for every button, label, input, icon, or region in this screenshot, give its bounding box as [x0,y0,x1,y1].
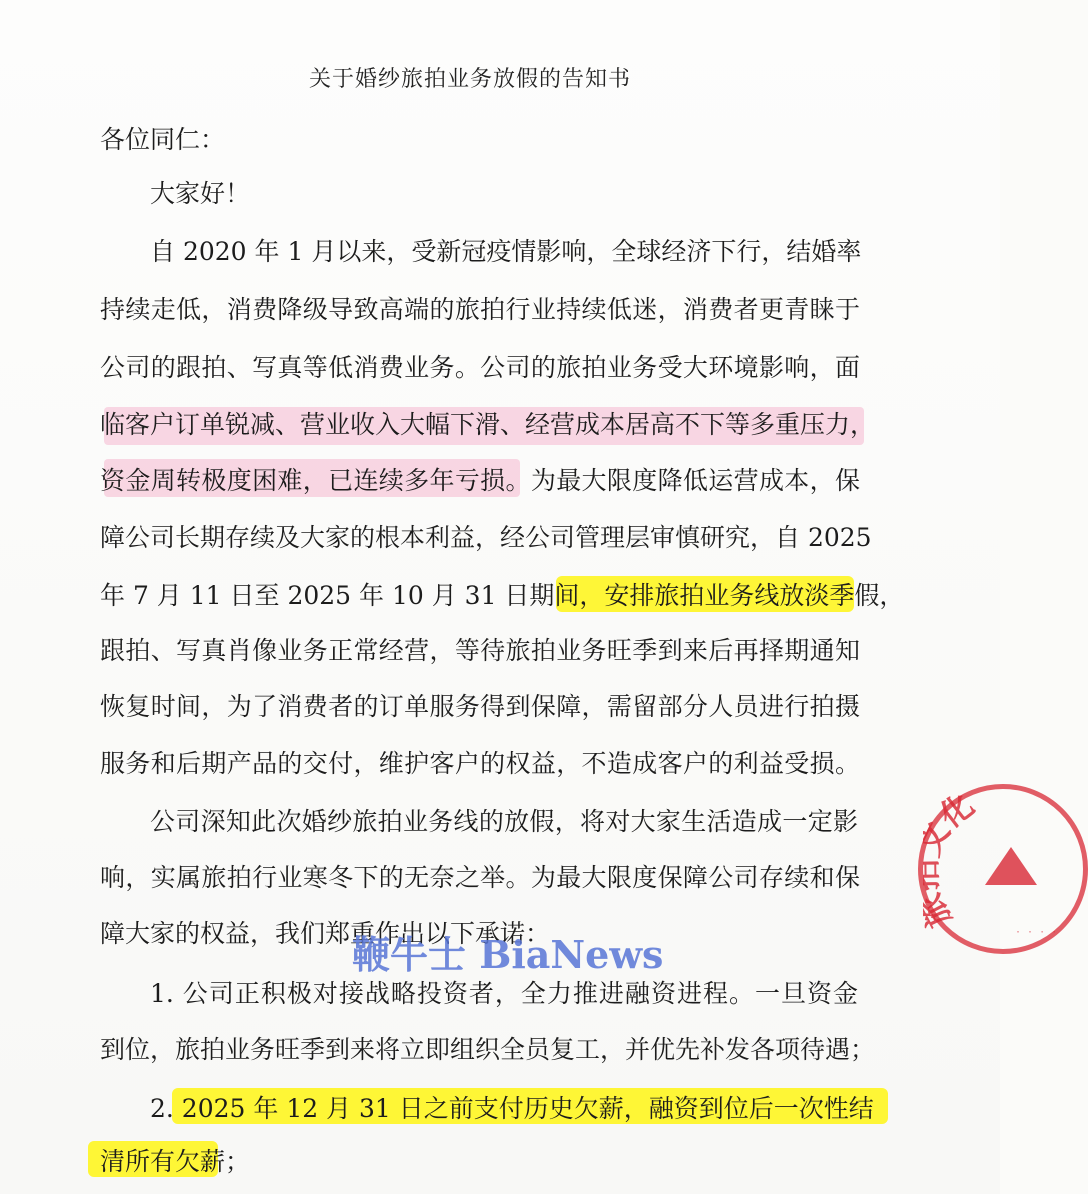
paragraph-line: 1. 公司正积极对接战略投资者，全力推进融资进程。一旦资金 [150,979,858,1008]
svg-text:旅拍文化: 化 [932,789,981,836]
watermark: 鞭牛士 BiaNews [352,932,664,977]
paragraph-line: 服务和后期产品的交付，维护客户的权益，不造成客户的利益受损。 [100,749,860,778]
company-seal [918,784,1088,954]
paragraph-line: 公司深知此次婚纱旅拍业务线的放假，将对大家生活造成一定影 [150,807,858,836]
paragraph-line: 持续走低，消费降级导致高端的旅拍行业持续低迷，消费者更青睐于 [100,295,860,324]
document-title: 关于婚纱旅拍业务放假的告知书 [308,67,631,92]
paragraph-line: 跟拍、写真肖像业务正常经营，等待旅拍业务旺季到来后再择期通知 [100,636,860,665]
paragraph-line: 响，实属旅拍行业寒冬下的无奈之举。为最大限度保障公司存续和保 [100,863,860,892]
seal-star-icon [985,847,1037,885]
paragraph-line: 障大家的权益，我们郑重作出以下承诺： [100,919,551,948]
paragraph-line: 自 2020 年 1 月以来，受新冠疫情影响，全球经济下行，结婚率 [150,237,862,266]
paragraph-line: 资金周转极度困难，已连续多年亏损。为最大限度降低运营成本，保 [100,466,860,495]
paragraph-line: 年 7 月 11 日至 2025 年 10 月 31 日期间，安排旅拍业务线放淡季假， [100,581,905,610]
paragraph-line: 临客户订单锐减、营业收入大幅下滑、经营成本居高不下等多重压力， [100,410,876,439]
seal-serial: · · · · [1015,927,1058,938]
salutation: 各位同仁： [100,125,226,154]
paragraph-line: 公司的跟拍、写真等低消费业务。公司的旅拍业务受大环境影响，面 [100,353,860,382]
paragraph-line: 清所有欠薪； [100,1147,251,1176]
greeting: 大家好！ [150,179,251,208]
paragraph-line: 到位，旅拍业务旺季到来将立即组织全员复工，并优先补发各项待遇； [100,1035,876,1064]
paragraph-line: 恢复时间，为了消费者的订单服务得到保障，需留部分人员进行拍摄 [100,692,860,721]
paragraph-line: 障公司长期存续及大家的根本利益，经公司管理层审慎研究，自 2025 [100,523,872,552]
paragraph-line: 2. 2025 年 12 月 31 日之前支付历史欠薪，融资到位后一次性结 [150,1094,874,1123]
